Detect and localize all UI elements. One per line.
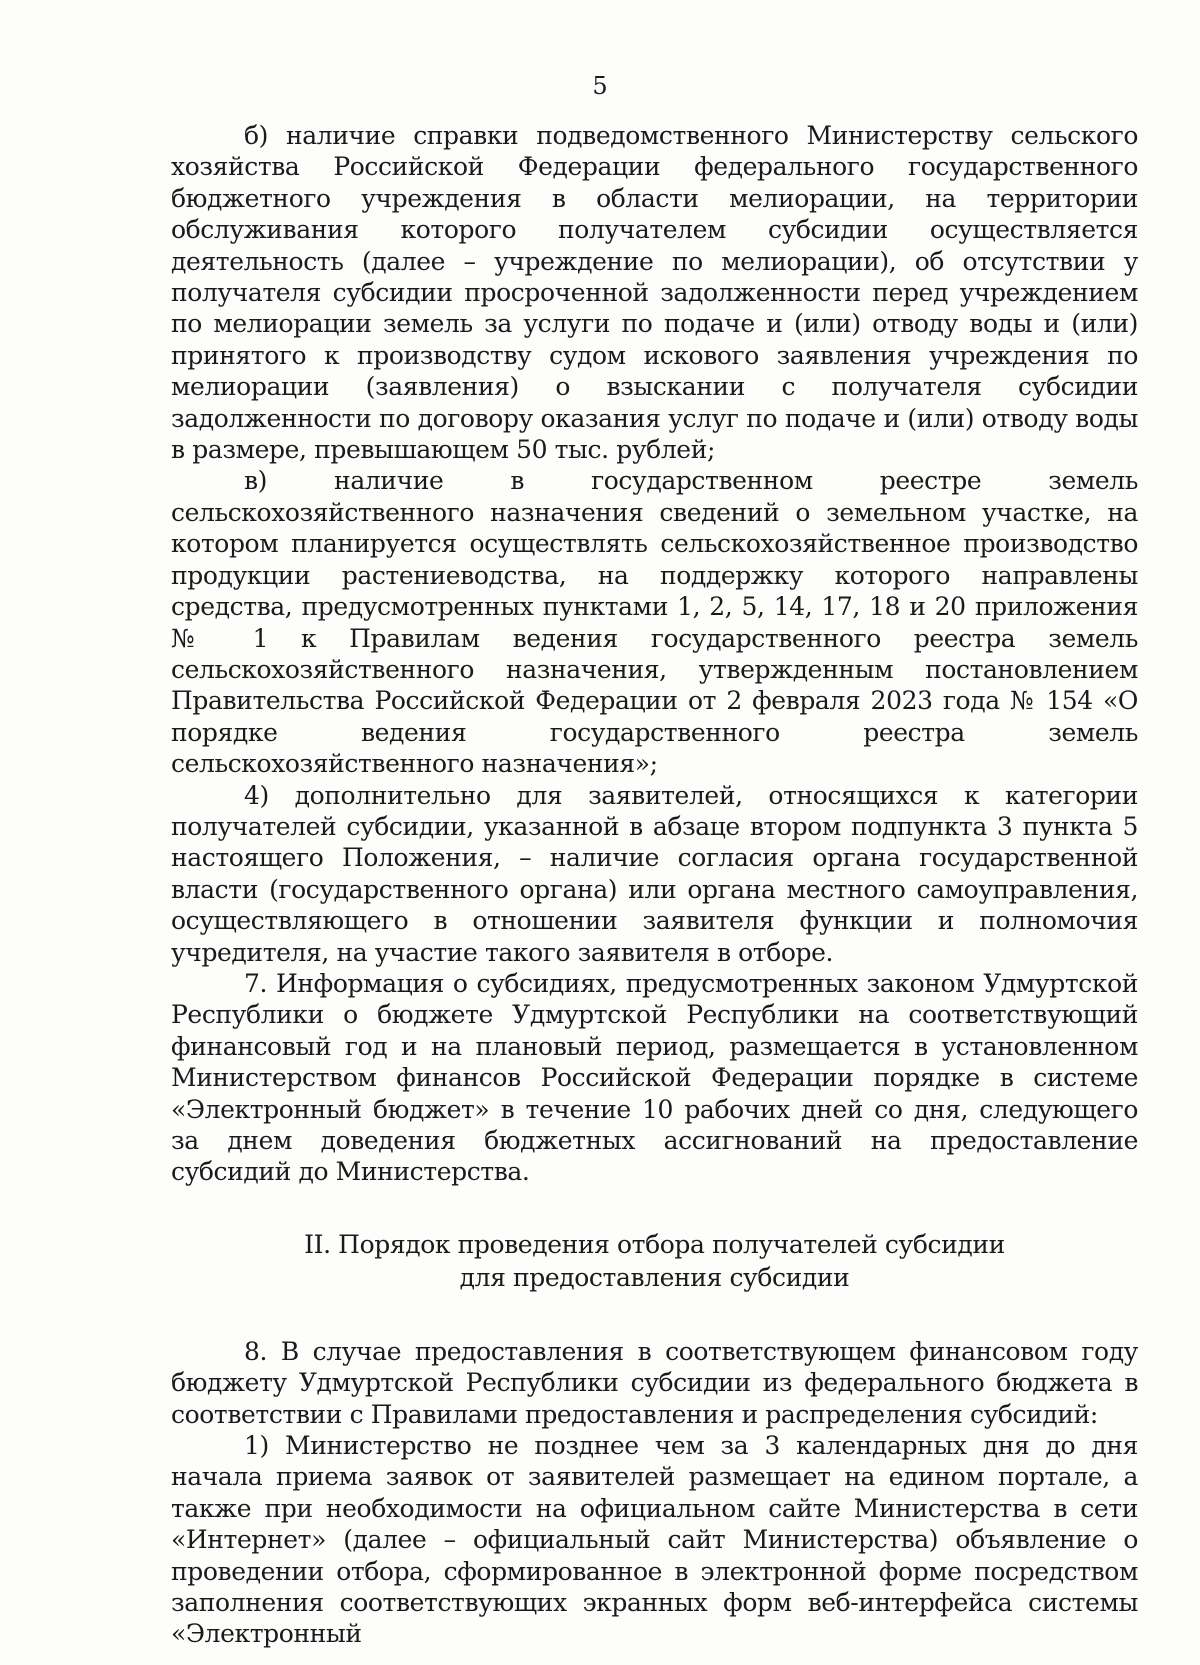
section-heading-line-1: II. Порядок проведения отбора получателей субсидии (304, 1229, 1005, 1259)
section-heading-line-2: для предоставления субсидии (459, 1262, 850, 1292)
paragraph-v-land-registry: в) наличие в государственном реестре земель сельскохозяйственного назначения сведений о земельном участке, на котором планируется осуществлять сельскохозяйственное производство продукции растениеводства, на поддержку которого направлены средства, предусмотренных пунктами 1, 2, 5, 14, 17, 18 и 20 приложения № 1 к Правилам ведения государственного реестра земель сельскохозяйственного назначения, утвержденным постановлением Правительства Российской Федерации от 2 февраля 2023 года № 154 «О порядке ведения государственного реестра земель сельскохозяйственного назначения»; (171, 466, 1138, 779)
page-number: 5 (592, 72, 608, 100)
section-heading (171, 1228, 1138, 1294)
paragraph-4-founder-consent: 4) дополнительно для заявителей, относящихся к категории получателей субсидии, указанной в абзаце втором подпункта 3 пункта 5 настоящего Положения, – наличие согласия органа государственной власти (государственного органа) или органа местного самоуправления, осуществляющего в отношении заявителя функции и полномочия учредителя, на участие такого заявителя в отборе. (171, 780, 1138, 967)
paragraph-1-announcement: 1) Министерство не позднее чем за 3 календарных дня до дня начала приема заявок от заявителей размещает на едином портале, а также при необходимости на официальном сайте Министерства в сети «Интернет» (далее – официальный сайт Министерства) объявление о проведении отбора, сформированное в электронной форме посредством заполнения соответствующих экранных форм веб-интерфейса системы «Электронный (171, 1431, 1138, 1649)
document-body (171, 120, 1138, 1650)
paragraph-b-melioration-certificate: б) наличие справки подведомственного Министерству сельского хозяйства Российской Федерации федерального государственного бюджетного учреждения в области мелиорации, на территории обслуживания которого получателем субсидии осуществляется деятельность (далее – учреждение по мелиорации), об отсутствии у получателя субсидии просроченной задолженности перед учреждением по мелиорации земель за услуги по подаче и (или) отводу воды и (или) принятого к производству судом искового заявления учреждения по мелиорации (заявления) о взыскании с получателя субсидии задолженности по договору оказания услуг по подаче и (или) отводу воды в размере, превышающем 50 тыс. рублей; (171, 121, 1138, 465)
paragraph-7-subsidy-information: 7. Информация о субсидиях, предусмотренных законом Удмуртской Республики о бюджете Удмуртской Республики на соответствующий финансовый год и на плановый период, размещается в установленном Министерством финансов Российской Федерации порядке в системе «Электронный бюджет» в течение 10 рабочих дней со дня, следующего за днем доведения бюджетных ассигнований на предоставление субсидий до Министерства. (171, 968, 1138, 1187)
paragraph-8-federal-subsidy: 8. В случае предоставления в соответствующем финансовом году бюджету Удмуртской Республики субсидии из федерального бюджета в соответствии с Правилами предоставления и распределения субсидий: (171, 1336, 1138, 1429)
